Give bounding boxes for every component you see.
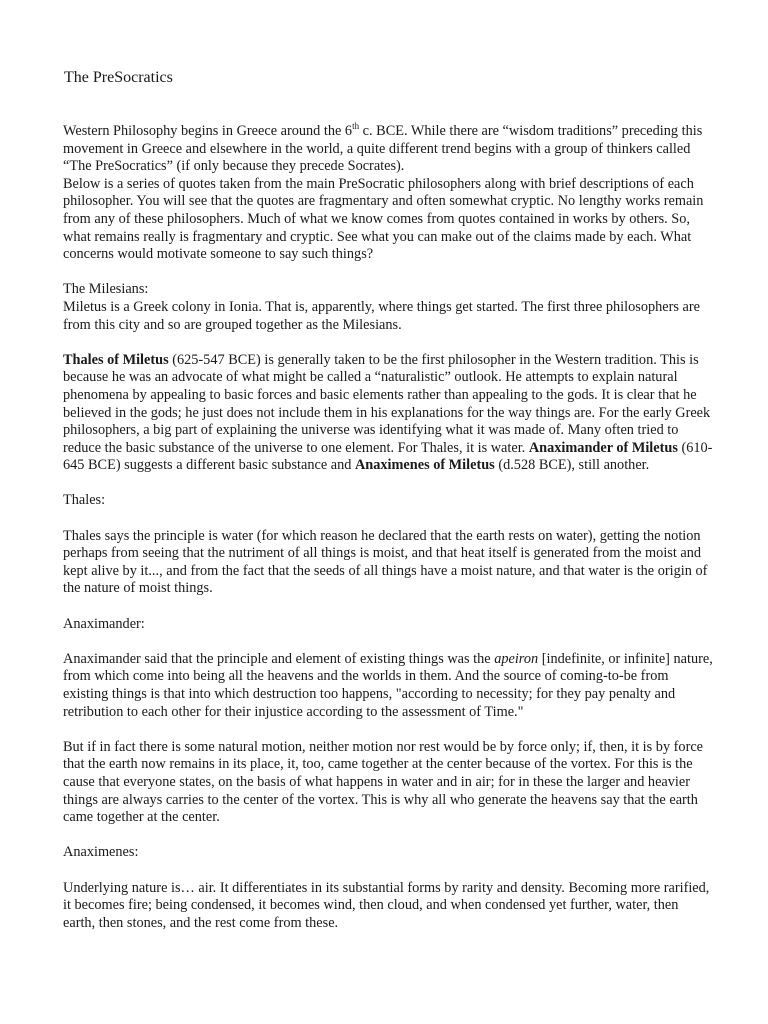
anaximenes-quote: Underlying nature is… air. It differentiates in its substantial forms by rarity and density. Becoming more rarified, it becomes fire; being condensed, it becomes wind, then cloud, and when condensed yet further, water, then earth, then stones, and the rest come from these.: [63, 879, 710, 931]
intro-paragraph: Western Philosophy begins in Greece around the 6th c. BCE. While there are “wisdom traditions” preceding this movement in Greece and elsewhere in the world, a quite different trend begins with a group of thinkers called “The PreSocratics” (if only because they precede Socrates).: [63, 121, 703, 175]
anaximander-heading: Anaximander:: [63, 615, 145, 632]
anaximander-quote-1: Anaximander said that the principle and element of existing things was the apeiron [indefinite, or infinite] nature, from which come into being all the heavens and the worlds in them. And the source of coming-to-be from existing things is that into which destruction too happens, "according to necessity; for they pay penalty and retribution to each other for their injustice according to the assessment of Time.": [63, 650, 713, 720]
anaximander-quote-2: But if in fact there is some natural motion, neither motion nor rest would be by force only; if, then, it is by force that the earth now remains in its place, it, too, came together at the center because of the vortex. For this is the cause that everyone states, on the basis of what happens in water and in air; for in these the larger and heavier things are always carries to the center of the vortex. This is why all who generate the heavens say that the earth came together at the center.: [63, 738, 704, 826]
milesians-heading: The Milesians:: [63, 281, 149, 298]
apeiron-term: apeiron: [494, 650, 539, 667]
thales-quote: Thales says the principle is water (for which reason he declared that the earth rests on water), getting the notion perhaps from seeing that the nutriment of all things is moist, and that heat itself is generated from the moist and kept alive by it..., and from the fact that the seeds of all things have a moist nature, and that water is the origin of the nature of moist things.: [63, 527, 708, 597]
intro-paragraph-2: Below is a series of quotes taken from the main PreSocratic philosophers along with brief descriptions of each philosopher. You will see that the quotes are fragmentary and often somewhat cryptic. No lengthy works remain from any of these philosophers. Much of what we know comes from quotes contained in works by others. So, what remains really is fragmentary and cryptic. See what you can make out of the claims made by each. What concerns would motivate someone to say such things?: [63, 175, 704, 263]
anaximenes-heading: Anaximenes:: [63, 844, 139, 861]
thales-intro-paragraph: Thales of Miletus (625-547 BCE) is generally taken to be the first philosopher in the Western tradition. This is because he was an advocate of what might be called a “naturalistic” outlook. He attempts to explain natural phenomena by appealing to basic forces and basic elements rather than appealing to the gods. It is clear that he believed in the gods; he just does not include them in his explanations for the way things are. For the early Greek philosophers, a big part of explaining the universe was identifying what it was made of. Many often tried to reduce the basic substance of the universe to one element. For Thales, it is water. Anaximander of Miletus (610-645 BCE) suggests a different basic substance and Anaximenes of Miletus (d.528 BCE), still another.: [63, 351, 713, 474]
thales-heading: Thales:: [63, 492, 106, 509]
anaximander-name: Anaximander of Miletus: [528, 439, 678, 456]
ordinal-superscript: th: [352, 121, 360, 131]
thales-name: Thales of Miletus: [63, 351, 169, 368]
document-body: [63, 123, 713, 932]
milesians-paragraph: Miletus is a Greek colony in Ionia. That is, apparently, where things get started. The first three philosophers are from this city and so are grouped together as the Milesians.: [63, 298, 700, 333]
page-title: The PreSocratics: [64, 69, 173, 86]
anaximenes-name: Anaximenes of Miletus: [354, 457, 495, 474]
